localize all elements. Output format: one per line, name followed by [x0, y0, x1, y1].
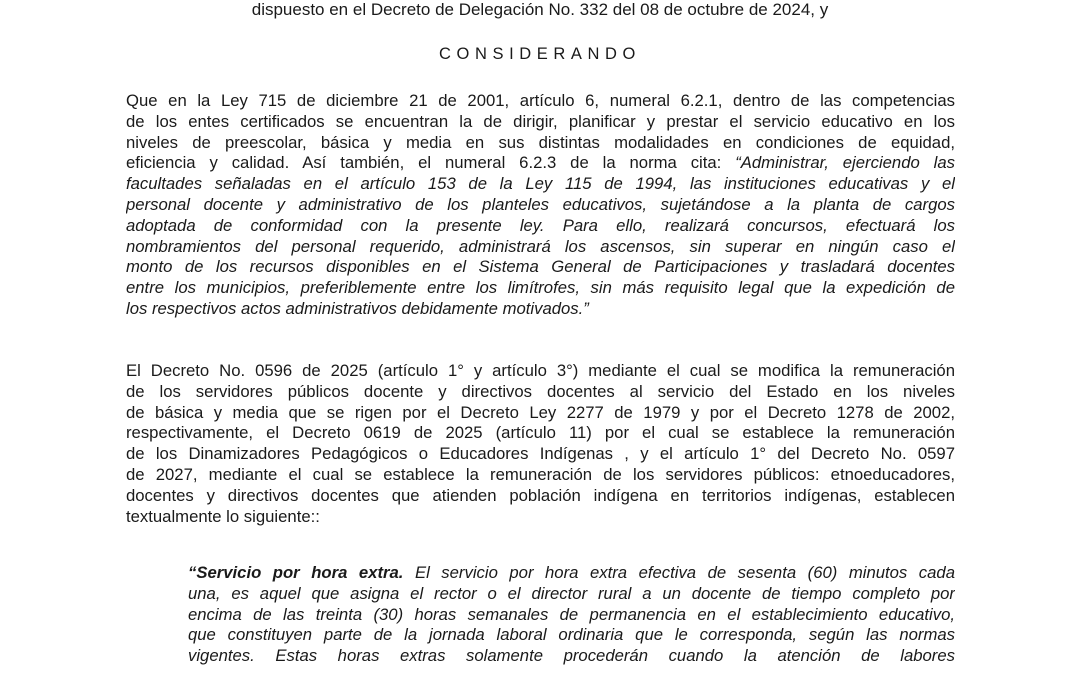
paragraph-line: textualmente lo siguiente:: — [126, 506, 320, 526]
paragraph-line-mixed — [126, 153, 955, 174]
paragraph-ley-715 — [126, 91, 955, 320]
quote-line: personal docente y administrativo de los planteles educativos, sujetándose a la planta de cargos — [126, 194, 955, 214]
quote-line: monto de los recursos disponibles en el Sistema General de Participaciones y trasladará docentes — [126, 257, 955, 277]
paragraph-line-plain: eficiencia y calidad. Así también, el numeral 6.2.3 de la norma cita: — [126, 153, 736, 173]
paragraph-line: de los servidores públicos docente y directivos docentes al servicio del Estado en los niveles — [126, 381, 955, 401]
paragraph-line: de básica y media que se rigen por el Decreto Ley 2277 de 1979 y por el Decreto 1278 de 2002, — [126, 402, 955, 422]
paragraph-decreto-0596 — [126, 361, 955, 527]
quote-line: facultades señaladas en el artículo 153 de la Ley 115 de 1994, las instituciones educativas y el — [126, 174, 955, 194]
paragraph-line: El Decreto No. 0596 de 2025 (artículo 1° y artículo 3°) mediante el cual se modifica la remuneración — [126, 361, 955, 380]
quote-line: nombramientos del personal requerido, administrará los ascensos, sin superar en ningún caso el — [126, 236, 955, 256]
quote-start: “Administrar, ejerciendo las — [735, 153, 955, 173]
quote-line: adoptada de conformidad con la presente ley. Para ello, realizará concursos, efectuará los — [126, 215, 955, 235]
quote-bold-lead: “Servicio por hora extra. — [188, 563, 404, 582]
quote-line: los respectivos actos administrativos debidamente motivados.” — [126, 298, 589, 318]
paragraph-line: docentes y directivos docentes que atienden población indígena en territorios indígenas, establecen — [126, 485, 955, 505]
quote-line-mixed — [188, 563, 955, 584]
quote-line: vigentes. Estas horas extras solamente procederán cuando la atención de labores — [188, 646, 955, 666]
quote-line: entre los municipios, preferiblemente entre los limítrofes, sin más requisito legal que la expedición de — [126, 278, 955, 298]
paragraph-line: respectivamente, el Decreto 0619 de 2025 (artículo 11) por el cual se establece la remuneración — [126, 423, 955, 443]
paragraph-line: niveles de preescolar, básica y media en sus distintas modalidades en condiciones de equidad, — [126, 132, 955, 152]
section-title: CONSIDERANDO — [439, 45, 641, 63]
quote-line: encima de las treinta (30) horas semanales de permanencia en el establecimiento educativo, — [188, 604, 955, 624]
quote-line-rest: El servicio por hora extra efectiva de sesenta (60) minutos cada — [403, 563, 955, 582]
quote-line: que constituyen parte de la jornada laboral ordinaria que le corresponda, según las normas — [188, 625, 955, 645]
quote-line: una, es aquel que asigna el rector o el director rural a un docente de tiempo completo por — [188, 583, 955, 603]
paragraph-line: Que en la Ley 715 de diciembre 21 de 2001, artículo 6, numeral 6.2.1, dentro de las competencias — [126, 91, 955, 110]
paragraph-line: de 2027, mediante el cual se establece la remuneración de los servidores públicos: etnoeducadores, — [126, 464, 955, 484]
paragraph-line: de los Dinamizadores Pedagógicos o Educadores Indígenas , y el artículo 1° del Decreto No. 0597 — [126, 444, 955, 464]
quoted-paragraph-hora-extra — [188, 563, 955, 667]
paragraph-line: de los entes certificados se encuentran la de dirigir, planificar y prestar el servicio educativo en los — [126, 111, 955, 131]
header-text: dispuesto en el Decreto de Delegación No. 332 del 08 de octubre de 2024, y — [251, 0, 829, 19]
